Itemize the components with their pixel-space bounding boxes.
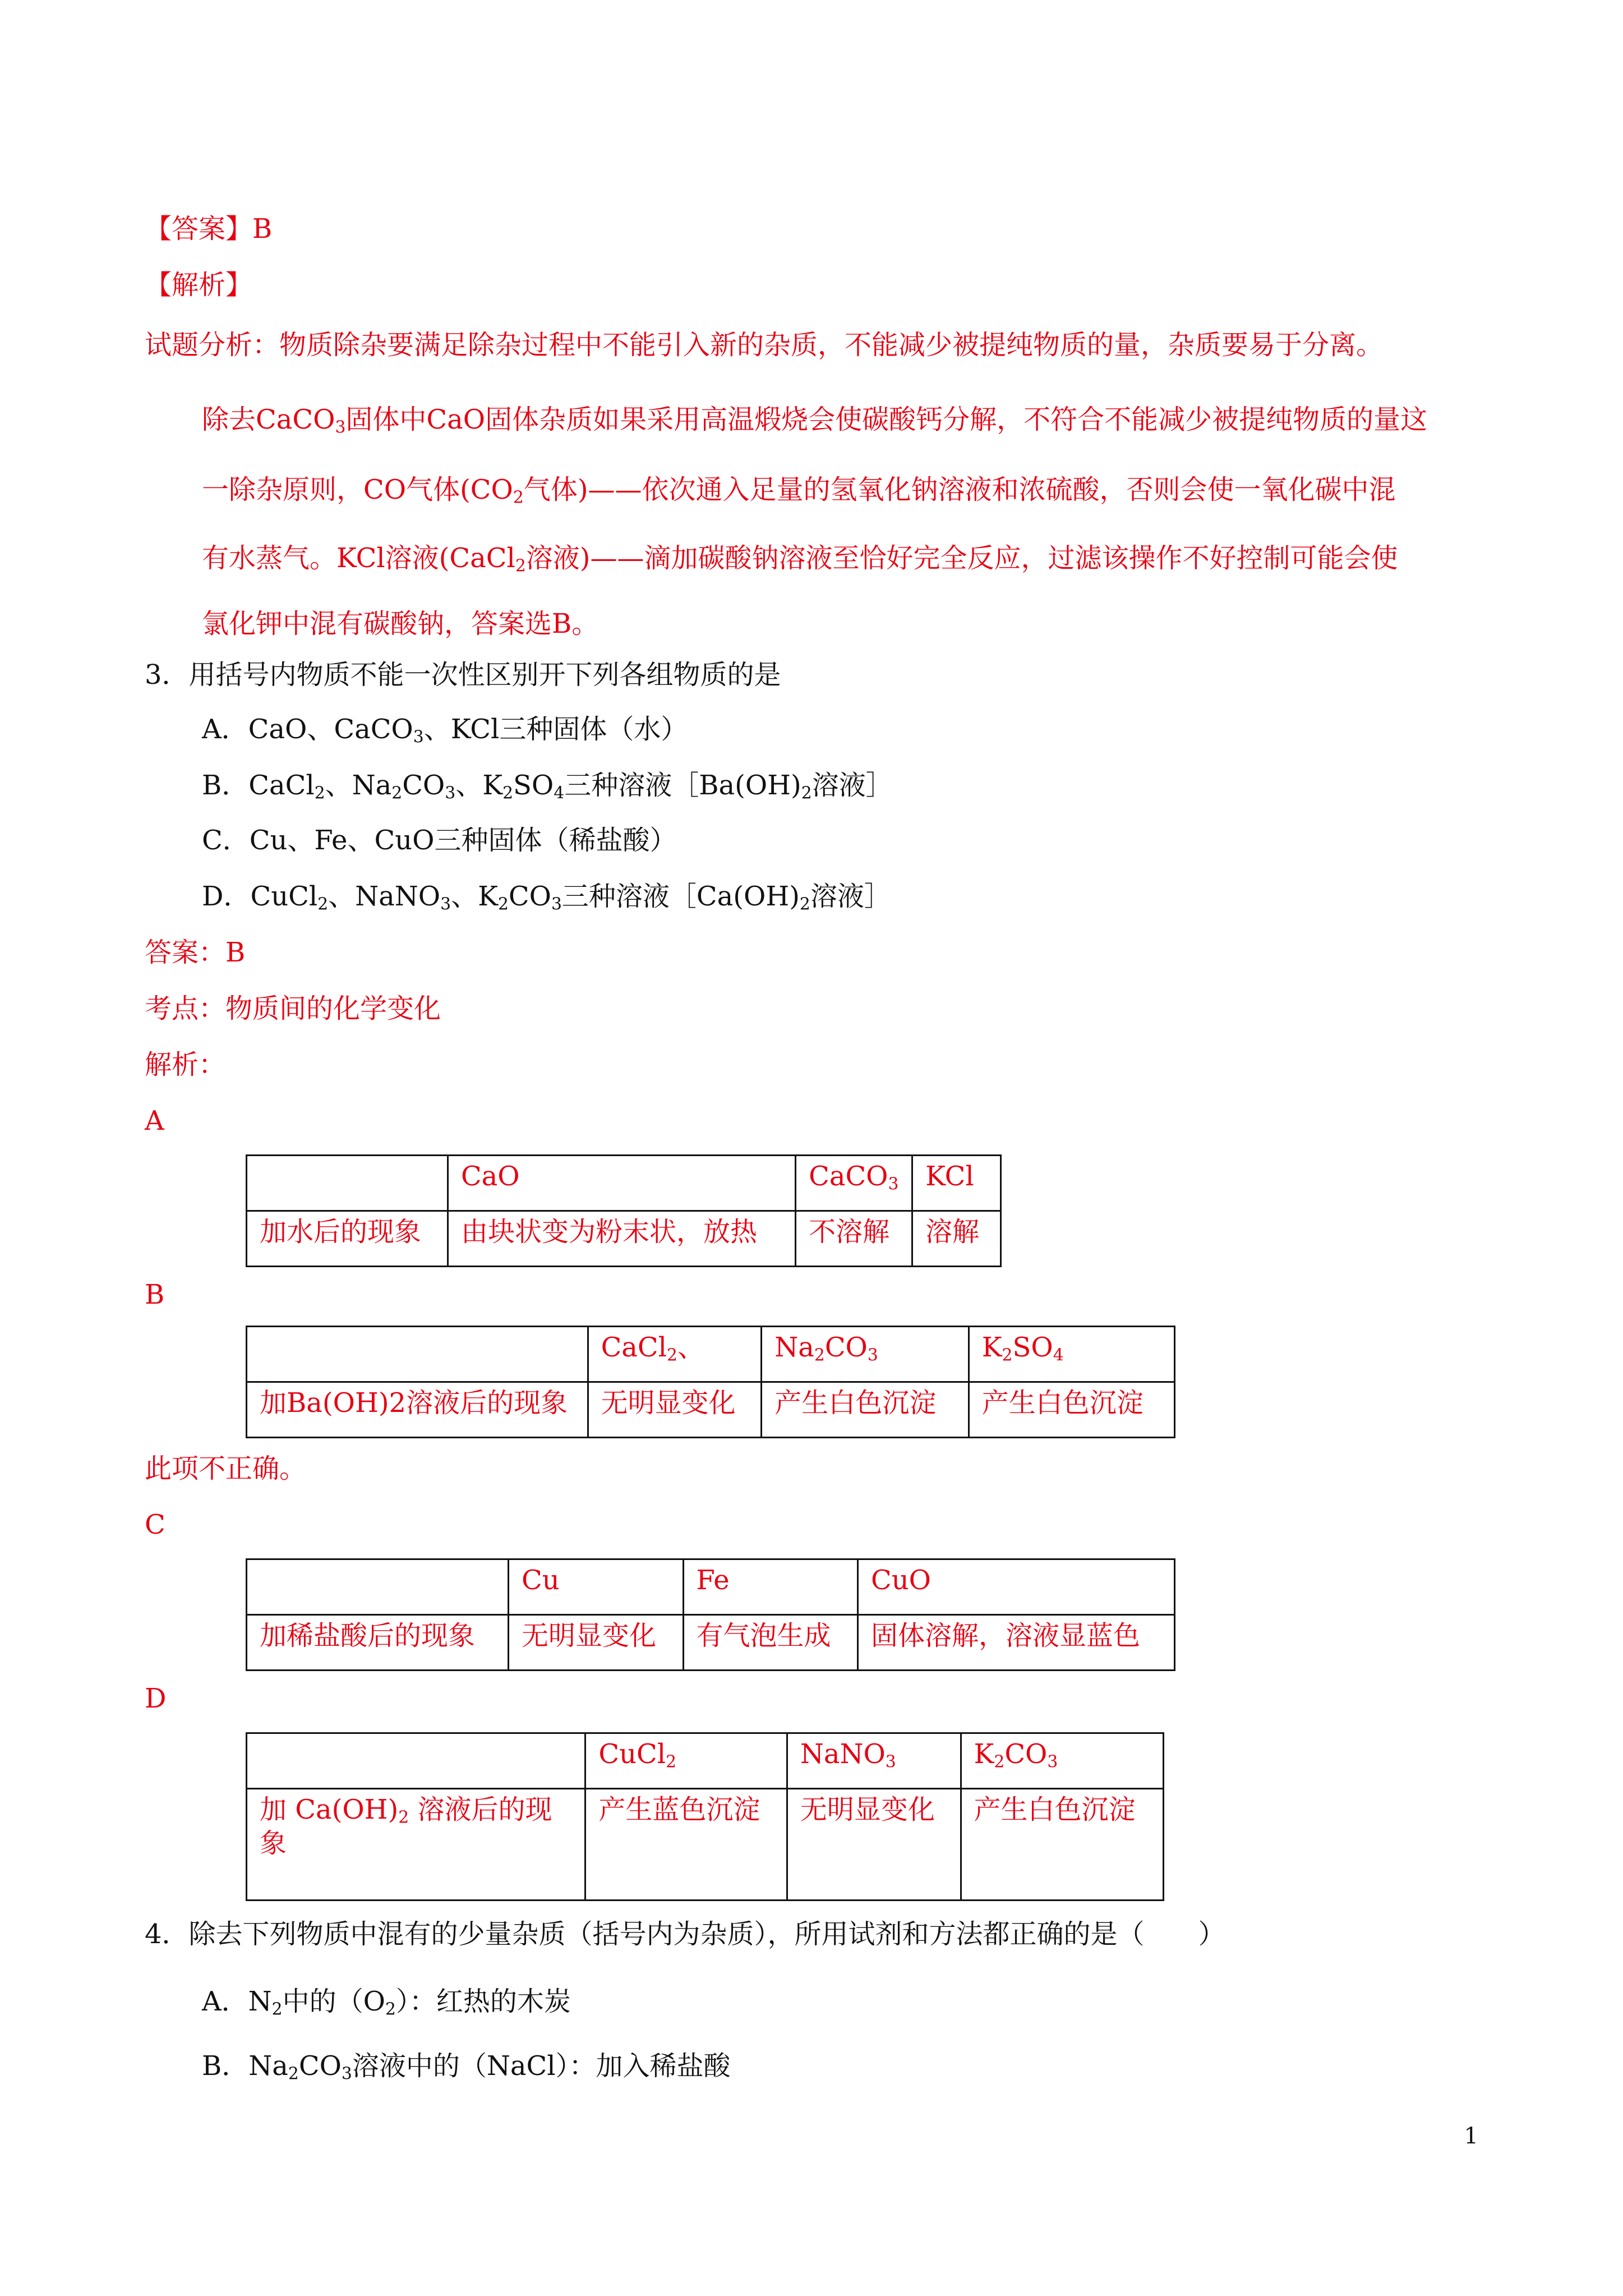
- table-cell: CuO: [858, 1559, 1175, 1615]
- analysis-line-3: 一除杂原则，CO气体($CO_2$气体)——依次通入足量的氢氧化钠溶液和浓硫酸，否则会使一氧化碳中混: [202, 474, 1396, 508]
- table-cell: KCl: [912, 1156, 1001, 1211]
- table-cell: $K_2SO_4$: [969, 1327, 1174, 1382]
- table-b: [246, 1326, 1175, 1438]
- table-cell: CaO: [448, 1156, 795, 1211]
- answer-label: 【答案】: [145, 213, 253, 245]
- table-cell: [247, 1733, 585, 1789]
- table-cell: 加稀盐酸后的现象: [247, 1615, 509, 1671]
- table-cell: CaCl$_2$、: [588, 1327, 762, 1382]
- table-cell: [247, 1559, 509, 1615]
- q4-option-b: B．$Na_2CO_3$溶液中的（NaCl）：加入稀盐酸: [202, 2050, 731, 2084]
- table-cell: 无明显变化: [787, 1789, 961, 1901]
- table-cell: [247, 1156, 448, 1211]
- table-cell: 无明显变化: [509, 1615, 684, 1671]
- table-row: [247, 1156, 1001, 1211]
- analysis-line-1: 试题分析：物质除杂要满足除杂过程中不能引入新的杂质，不能减少被提纯物质的量，杂质要易于分离。: [145, 329, 1384, 361]
- analysis-line-2: 除去CaCO$_3$固体中CaO固体杂质如果采用高温煅烧会使碳酸钙分解，不符合不能减少被提纯物质的量这: [202, 404, 1428, 438]
- table-cell: Fe: [683, 1559, 857, 1615]
- table-cell: $K_2CO_3$: [961, 1733, 1163, 1789]
- table-row: [247, 1615, 1175, 1671]
- table-cell: Cu: [509, 1559, 684, 1615]
- table-a: [246, 1154, 1002, 1267]
- answer-value: B: [252, 213, 273, 245]
- q3-stem: 3．用括号内物质不能一次性区别开下列各组物质的是: [145, 659, 781, 691]
- table-cell: 产生白色沉淀: [961, 1789, 1163, 1901]
- table-cell: 加水后的现象: [247, 1211, 448, 1267]
- table-row: [247, 1789, 1164, 1901]
- table-cell: 无明显变化: [588, 1382, 762, 1438]
- analysis-label: 【解析】: [145, 269, 253, 301]
- analysis-line-4: 有水蒸气。KCl溶液(CaCl$_2$溶液)——滴加碳酸钠溶液至恰好完全反应，过滤该操作不好控制可能会使: [202, 542, 1398, 576]
- table-cell: $Na_2CO_3$: [762, 1327, 969, 1382]
- table-d-label: D: [145, 1683, 167, 1714]
- table-cell: CuCl$_2$: [585, 1733, 787, 1789]
- table-row: [247, 1211, 1001, 1267]
- table-cell: 不溶解: [796, 1211, 912, 1267]
- answer-line: [145, 212, 272, 246]
- q4-stem: 4．除去下列物质中混有的少量杂质（括号内为杂质），所用试剂和方法都正确的是（ ）: [145, 1918, 1225, 1950]
- table-cell: 有气泡生成: [683, 1615, 857, 1671]
- table-cell: 溶解: [912, 1211, 1001, 1267]
- table-row: [247, 1733, 1164, 1789]
- table-a-label: A: [145, 1105, 164, 1137]
- q3-option-c: C．Cu、Fe、CuO三种固体（稀盐酸）: [202, 825, 677, 856]
- table-cell: 产生白色沉淀: [969, 1382, 1174, 1438]
- table-cell: 产生白色沉淀: [762, 1382, 969, 1438]
- table-cell: 产生蓝色沉淀: [585, 1789, 787, 1901]
- q3-analysis-label: 解析：: [145, 1049, 226, 1080]
- table-cell: 加Ba(OH)2溶液后的现象: [247, 1382, 588, 1438]
- table-cell: 由块状变为粉末状，放热: [448, 1211, 795, 1267]
- q4-option-a: A．$N_2$中的$(O_2)$：红热的木炭: [202, 1986, 571, 2019]
- table-c: [246, 1558, 1175, 1671]
- table-cell: [247, 1327, 588, 1382]
- table-cell: CaCO$_3$: [796, 1156, 912, 1211]
- table-b-label: B: [145, 1279, 165, 1310]
- table-row: [247, 1382, 1175, 1438]
- table-c-label: C: [145, 1509, 165, 1540]
- table-cell: 固体溶解，溶液显蓝色: [858, 1615, 1175, 1671]
- table-cell: 加 $Ca(OH)_2$ 溶液后的现象: [247, 1789, 585, 1901]
- q3-topic: 考点：物质间的化学变化: [145, 993, 441, 1024]
- table-cell: NaNO$_3$: [787, 1733, 961, 1789]
- table-row: [247, 1327, 1175, 1382]
- q3-option-a: A．CaO、CaCO$_3$、KCl三种固体（水）: [202, 714, 688, 747]
- q3-option-b: B．CaCl$_2$、$Na_2CO_3$、$K_2SO_4$三种溶液$[Ba(OH)_2$溶液］: [202, 770, 893, 803]
- page-number: 1: [1464, 2123, 1478, 2149]
- analysis-line-5: 氯化钾中混有碳酸钠，答案选B。: [202, 608, 599, 639]
- table-b-note: 此项不正确。: [145, 1453, 307, 1484]
- table-row: [247, 1559, 1175, 1615]
- table-d: [246, 1732, 1164, 1901]
- q3-option-d: D．CuCl$_2$、NaNO$_3$、$K_2CO_3$三种溶液$[Ca(OH)_2$溶液］: [202, 881, 891, 914]
- q3-answer: 答案：B: [145, 937, 246, 968]
